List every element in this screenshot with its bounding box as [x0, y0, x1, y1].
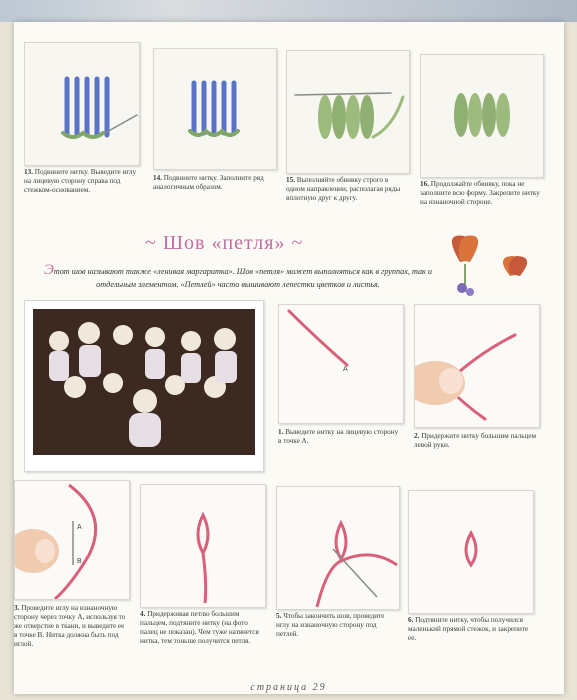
point-b-label: B — [77, 558, 82, 565]
point-a-label: A — [343, 366, 348, 373]
step-4-caption — [140, 610, 264, 646]
step-number: 15. — [286, 176, 295, 184]
step-4-photo — [140, 484, 266, 608]
step-13-photo — [24, 42, 140, 166]
step-2-photo — [414, 304, 540, 428]
step-3-caption — [14, 604, 128, 649]
step-number: 3. — [14, 604, 20, 612]
page-number: страница 29 — [250, 682, 327, 693]
step-number: 6. — [408, 616, 414, 624]
step-15-photo — [286, 50, 410, 174]
step-14-caption — [153, 174, 275, 192]
step-text: Чтобы закончить шов, проведите иглу на изнаночную сторону под петлей. — [276, 612, 385, 638]
step-text: Подвините нитку. Выведите иглу на лицевую сторону справа под стежком-основанием. — [24, 168, 137, 194]
step-text: Проведите иглу на изнаночную сторону через точку А, используя то же отверстие в ткани, и выведите ее в точке В. Нитка должна быть под иглой. — [14, 604, 126, 648]
step-5-photo — [276, 486, 400, 610]
step-14-photo — [153, 48, 277, 170]
section-title: ~ Шов «петля» ~ — [145, 232, 304, 254]
step-16-caption — [420, 180, 542, 207]
step-3-photo — [14, 480, 130, 600]
step-number: 13. — [24, 168, 33, 176]
step-text: Продолжайте обвивку, пока не заполните всю форму. Закрепите нитку на изнаночной стороне. — [420, 180, 540, 206]
step-text: Выполняйте обвивку строго в одном направлении, располагая ряды вплотную друг к другу. — [286, 176, 401, 202]
step-number: 16. — [420, 180, 429, 188]
intro-text: тот шов называют также «ленивая маргаритка». Шов «петля» может выполняться как в группах, так и отдельным элементом. «Петлей» часто вышивают лепестки цветков и листья. — [53, 267, 433, 289]
step-13-caption — [24, 168, 138, 195]
step-text: Выведите нитку на лицевую сторону в точке А. — [278, 428, 399, 445]
point-a-label: A — [77, 524, 82, 531]
background-strip — [0, 0, 577, 22]
step-text: Придержите нитку большим пальцем левой руки. — [414, 432, 537, 449]
step-number: 4. — [140, 610, 146, 618]
section-intro — [28, 264, 448, 291]
step-1-caption — [278, 428, 402, 446]
step-1-photo — [278, 304, 404, 424]
step-5-caption — [276, 612, 398, 639]
step-text: Подвините нитку. Заполните ряд аналогичным образом. — [153, 174, 264, 191]
step-number: 14. — [153, 174, 162, 182]
step-text: Подтяните нитку, чтобы получился маленький прямой стежок, и закрепите ее. — [408, 616, 529, 642]
step-16-photo — [420, 54, 544, 178]
step-6-caption — [408, 616, 532, 643]
drop-cap: Э — [43, 262, 54, 278]
step-15-caption — [286, 176, 408, 203]
step-2-caption — [414, 432, 538, 450]
dolls-photo — [24, 300, 264, 472]
step-text: Придерживая петлю большим пальцем, подтяните нитку (на фото палец не показан). Чем туже натянется нитка, тем тоньше получится петля. — [140, 610, 259, 645]
step-6-photo — [408, 490, 534, 614]
butterfly-decoration-icon — [440, 222, 560, 302]
step-number: 2. — [414, 432, 420, 440]
step-number: 1. — [278, 428, 284, 436]
step-number: 5. — [276, 612, 282, 620]
